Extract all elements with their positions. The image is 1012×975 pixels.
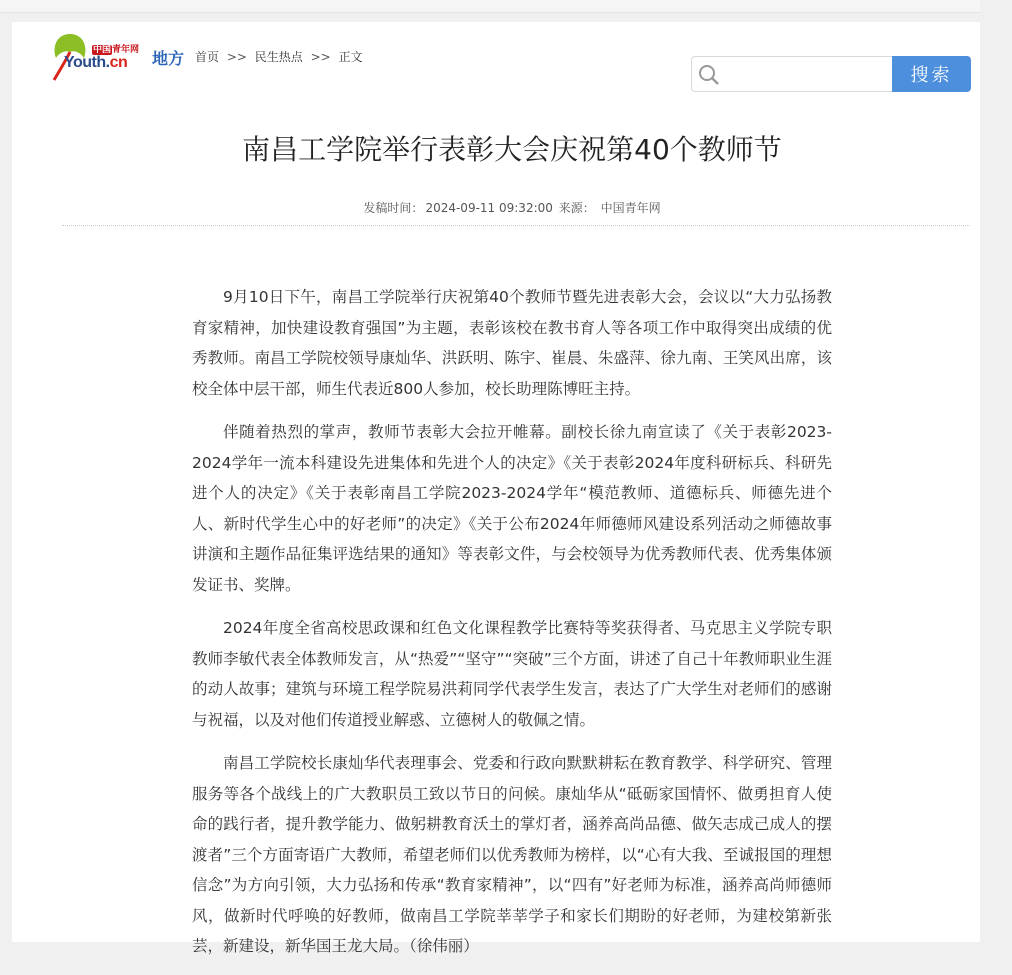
- title-divider: [62, 225, 970, 226]
- breadcrumb-hot-topics[interactable]: 民生热点: [254, 50, 303, 64]
- logo-badge-cn: 中国: [93, 45, 112, 55]
- logo-badge-text: 青年网: [112, 45, 140, 55]
- page-container: [12, 22, 980, 955]
- article-paragraph: 2024年度全省高校思政课和红色文化课程教学比赛特等奖获得者、马克思主义学院专职教师李敏代表全体教师发言，从“热爱”“坚守”“突破”三个方面，讲述了自己十年教师职业生涯的动人故事；建筑与环境工程学院易洪莉同学代表学生发言，表达了广大学生对老师们的感谢与祝福，以及对他们传道授业解惑、立德树人的敬佩之情。: [192, 619, 832, 729]
- search-input[interactable]: [724, 61, 888, 87]
- publish-time: 2024-09-11 09:32:00: [425, 201, 553, 215]
- logo-wordmark-cn: cn: [109, 54, 128, 71]
- region-label[interactable]: 地方: [152, 49, 185, 68]
- search-icon: [698, 64, 720, 86]
- search-box: [691, 56, 893, 92]
- article-paragraph: 9月10日下午，南昌工学院举行庆祝第40个教师节暨先进表彰大会，会议以“大力弘扬教育家精神，加快建设教育强国”为主题，表彰该校在教书育人等各项工作中取得突出成绩的优秀教师。南昌工学院校领导康灿华、洪跃明、陈宇、崔晨、朱盛萍、徐九南、王笑风出席，该校全体中层干部，师生代表近800人参加，校长助理陈博旺主持。: [192, 288, 832, 398]
- source-label: 来源：: [558, 201, 595, 215]
- logo-wordmark-mid: outh.: [72, 54, 110, 71]
- article-body: [192, 282, 832, 975]
- search-button[interactable]: 搜索: [892, 56, 971, 92]
- browser-top-strip: [0, 0, 980, 13]
- site-logo[interactable]: [50, 30, 144, 86]
- article-paragraph: 伴随着热烈的掌声，教师节表彰大会拉开帷幕。副校长徐九南宣读了《关于表彰2023-2024学年一流本科建设先进集体和先进个人的决定》《关于表彰2024年度科研标兵、科研先进个人的决定》《关于表彰南昌工学院2023-2024学年“模范教师、道德标兵、师德先进个人、新时代学生心中的好老师”的决定》《关于公布2024年师德师风建设系列活动之师德故事讲演和主题作品征集评选结果的通知》等表彰文件，与会校领导为优秀教师代表、优秀集体颁发证书、奖牌。: [192, 423, 832, 594]
- logo-wordmark: [64, 54, 127, 72]
- source-name: 中国青年网: [600, 201, 661, 215]
- breadcrumb-current: 正文: [338, 50, 363, 64]
- breadcrumb: [195, 48, 367, 65]
- breadcrumb-separator: >>: [310, 50, 331, 64]
- article-paragraph: 南昌工学院校长康灿华代表理事会、党委和行政向默默耕耘在教育教学、科学研究、管理服务等各个战线上的广大教职员工致以节日的问候。康灿华从“砥砺家国情怀、做勇担育人使命的践行者，提升教学能力、做躬耕教育沃土的掌灯者，涵养高尚品德、做矢志成己成人的摆渡者”三个方面寄语广大教师，希望老师们以优秀教师为榜样，以“心有大我、至诚报国的理想信念”为方向引领，大力弘扬和传承“教育家精神”，以“四有”好老师为标准，涵养高尚师德师风，做新时代呼唤的好教师，做南昌工学院莘莘学子和家长们期盼的好老师，为建校第新张芸，新建设，新华国王龙大局。（徐伟丽）: [192, 754, 832, 955]
- publish-time-label: 发稿时间：: [363, 201, 424, 215]
- breadcrumb-home[interactable]: 首页: [195, 50, 220, 64]
- article-title: 南昌工学院举行表彰大会庆祝第40个教师节: [242, 133, 782, 166]
- article-meta: [12, 199, 1012, 216]
- logo-wordmark-y: Y: [64, 54, 73, 71]
- breadcrumb-separator: >>: [226, 50, 247, 64]
